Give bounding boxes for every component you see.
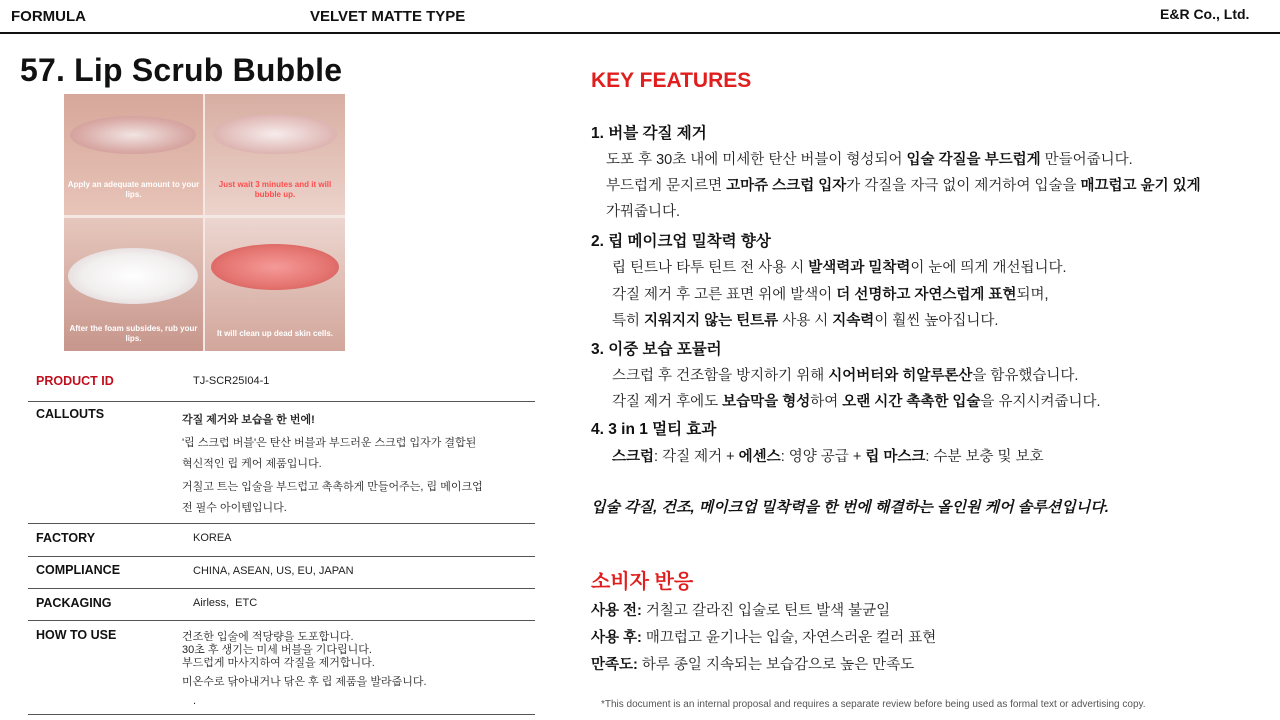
spec-value: KOREA — [193, 532, 232, 544]
callouts-line: '립 스크럽 버블'은 탄산 버블과 부드러운 스크럽 입자가 결합된 — [182, 437, 477, 449]
feature-1-line-2: 부드럽게 문지르면 고마쥬 스크럽 입자가 각질을 자극 없이 제거하여 입술을 매끄럽고 윤기 있게 — [606, 178, 1201, 194]
callouts-line: 전 필수 아이템입니다. — [182, 502, 287, 514]
feature-3-line-2: 각질 제거 후에도 보습막을 형성하여 오랜 시간 촉촉한 입술을 유지시켜줍니다. — [612, 394, 1101, 410]
spec-label: COMPLIANCE — [36, 563, 121, 577]
spec-row-how-to-use — [28, 620, 535, 714]
feature-4-line-1: 스크럽: 각질 제거 + 에센스: 영양 공급 + 립 마스크: 수분 보충 및 보호 — [612, 449, 1044, 465]
feature-1-title: 1. 버블 각질 제거 — [591, 125, 707, 142]
feature-2-line-3: 특히 지워지지 않는 틴트류 사용 시 지속력이 훨씬 높아집니다. — [612, 313, 999, 329]
spec-divider — [28, 714, 535, 715]
spec-label: PACKAGING — [36, 596, 112, 610]
lips-shape — [211, 244, 339, 290]
callouts-line: 혁신적인 립 케어 제품입니다. — [182, 458, 322, 470]
spec-label: HOW TO USE — [36, 628, 117, 642]
document-header — [0, 0, 1280, 34]
image-step-2 — [205, 94, 345, 215]
key-features-heading: KEY FEATURES — [591, 69, 752, 92]
callouts-title: 각질 제거와 보습을 한 번에! — [182, 414, 315, 426]
spec-row-compliance — [28, 556, 535, 588]
consumer-after: 사용 후: 매끄럽고 윤기나는 입술, 자연스러운 컬러 표현 — [591, 630, 937, 646]
consumer-satisfaction: 만족도: 하루 종일 지속되는 보습감으로 높은 만족도 — [591, 657, 915, 673]
header-formula: FORMULA — [11, 8, 86, 25]
image-caption: It will clean up dead skin cells. — [216, 329, 334, 338]
image-step-1 — [64, 94, 203, 215]
spec-row-product-id — [28, 370, 535, 401]
foam-lips-shape — [68, 248, 198, 304]
consumer-heading: 소비자 반응 — [591, 571, 694, 593]
spec-row-callouts — [28, 401, 535, 523]
howto-line: 미온수로 닦아내거나 닦은 후 립 제품을 발라줍니다. — [182, 676, 427, 688]
image-caption: After the foam subsides, rub your lips. — [69, 324, 198, 343]
image-caption: Just wait 3 minutes and it will bubble up. — [218, 180, 332, 199]
spec-value: CHINA, ASEAN, US, EU, JAPAN — [193, 565, 354, 577]
howto-trailer: . — [193, 695, 197, 707]
product-title: 57. Lip Scrub Bubble — [20, 52, 343, 88]
feature-1-line-3: 가꿔줍니다. — [606, 204, 681, 220]
feature-2-line-2: 각질 제거 후 고른 표면 위에 발색이 더 선명하고 자연스럽게 표현되며, — [612, 287, 1049, 303]
lips-shape — [70, 116, 196, 154]
image-step-4 — [205, 218, 345, 351]
image-caption: Apply an adequate amount to your lips. — [67, 180, 200, 199]
spec-value: TJ-SCR25I04-1 — [193, 375, 270, 387]
lips-shape — [213, 114, 337, 154]
spec-row-factory — [28, 523, 535, 556]
feature-2-title: 2. 립 메이크업 밀착력 향상 — [591, 233, 771, 250]
callouts-line: 거칠고 트는 입술을 부드럽고 촉촉하게 만들어주는, 립 메이크업 — [182, 481, 483, 493]
spec-row-packaging — [28, 588, 535, 620]
spec-label: PRODUCT ID — [36, 374, 114, 388]
spec-value: Airless, ETC — [193, 597, 258, 609]
header-divider — [0, 32, 1280, 34]
image-step-3 — [64, 218, 203, 351]
consumer-before: 사용 전: 거칠고 갈라진 입술로 틴트 발색 불균일 — [591, 603, 891, 619]
header-company: E&R Co., Ltd. — [1160, 6, 1250, 22]
feature-1-line-1: 도포 후 30초 내에 미세한 탄산 버블이 형성되어 입술 각질을 부드럽게 만들어줍니다. — [606, 152, 1133, 168]
spec-label: FACTORY — [36, 531, 96, 545]
header-type: VELVET MATTE TYPE — [310, 8, 466, 25]
howto-line: 30초 후 생기는 미세 버블을 기다립니다. — [182, 644, 372, 656]
disclaimer: *This document is an internal proposal and requires a separate review before being used as formal text or advertising copy. — [601, 699, 1146, 710]
feature-2-line-1: 립 틴트나 타투 틴트 전 사용 시 발색력과 밀착력이 눈에 띄게 개선됩니다. — [612, 260, 1067, 276]
spec-label: CALLOUTS — [36, 407, 105, 421]
product-image — [64, 94, 345, 351]
howto-line: 부드럽게 마사지하여 각질을 제거합니다. — [182, 657, 375, 669]
feature-3-line-1: 스크럽 후 건조함을 방지하기 위해 시어버터와 히알루론산을 함유했습니다. — [612, 368, 1079, 384]
feature-4-title: 4. 3 in 1 멀티 효과 — [591, 421, 717, 438]
features-summary: 입술 각질, 건조, 메이크업 밀착력을 한 번에 해결하는 올인원 케어 솔루션입니다. — [591, 499, 1109, 516]
feature-3-title: 3. 이중 보습 포뮬러 — [591, 341, 722, 358]
howto-line: 건조한 입술에 적당량을 도포합니다. — [182, 631, 354, 643]
